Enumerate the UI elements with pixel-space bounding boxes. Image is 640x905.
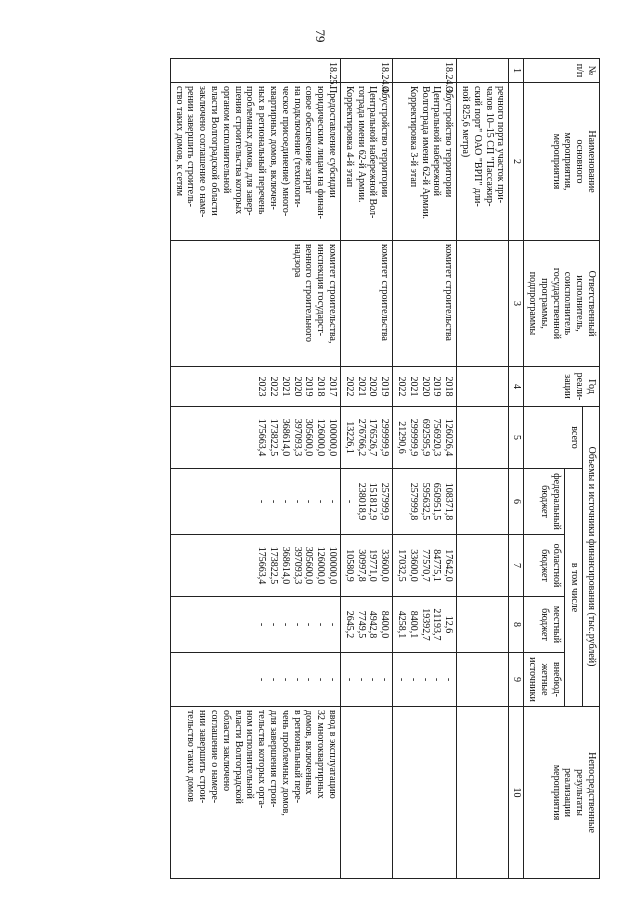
value-line: 2645,2 [343,610,355,639]
text-line: исполнитель, [574,275,586,332]
text-line: юридическим лицам на финан- [315,86,327,220]
value-line: - [291,677,303,682]
text-line: Корректировка 4-й этап [343,86,355,188]
value-line: - [268,677,280,682]
empty-cell [457,653,509,707]
row-extrabudget [341,653,393,707]
value-line: - [279,622,291,627]
text-line: гограда имени 62-й Армии. [355,86,367,203]
text-line: 32 многоквартирных [315,710,327,799]
value-line: 276766,2 [355,418,367,457]
text-line: домов, включенных [303,710,315,795]
text-line: основного [574,139,586,184]
value-line: 2023 [256,376,268,397]
value-line: 173822,5 [268,418,280,457]
row-local [393,597,457,653]
value-line: 84775,1 [431,549,443,582]
value-line: - [303,499,315,504]
text-line: жетные [538,663,550,696]
value-line: 2021 [407,376,419,397]
col-number: 9 [509,653,524,707]
value-line: - [279,677,291,682]
value-line: - [279,499,291,504]
value-line: - [431,677,443,682]
text-line: 18.25. [327,62,339,87]
text-line: органом исполнительной [220,86,232,194]
value-line: 2019 [379,376,391,397]
text-line: квартирных домов, включен- [268,86,280,210]
col-number: 1 [509,59,524,83]
row-result [393,707,457,879]
value-line: - [291,499,303,504]
value-line: 12,6 [443,615,455,634]
value-line: 175663,4 [256,546,268,585]
text-line: надзора [291,244,303,278]
text-line: проблемных домов, для завер- [244,86,256,216]
value-line: 126000,0 [315,418,327,457]
text-line: в региональный пере- [291,710,303,804]
row-federal [170,469,340,535]
header-num [524,59,600,83]
value-line: 397093,3 [291,418,303,457]
value-line: 21290,6 [396,421,408,454]
row-number [170,59,340,87]
value-line: 8400,1 [407,610,419,639]
value-line: 2019 [431,376,443,397]
text-line: рении завершить строитель- [185,86,197,207]
header-funding: Объемы и источники финансирования (тыс.рублей) [583,407,600,707]
text-line: Корректировка 3-й этап [407,86,419,188]
value-line: 2021 [279,376,291,397]
row-result [341,707,393,879]
text-line: заключено соглашение о наме- [197,86,209,218]
row-regional [341,535,393,597]
row-years [393,367,457,407]
value-line: - [379,677,391,682]
value-line: 305600,0 [303,546,315,585]
value-line: 175663,4 [256,418,268,457]
text-line: на подключение (технологи- [291,86,303,208]
value-line: 100000,0 [327,546,339,585]
value-line: 30997,8 [355,549,367,582]
column-numbers-row [509,59,524,879]
value-line: 8400,0 [379,610,391,639]
row-extrabudget [393,653,457,707]
text-line: совое обеспечение затрат [303,86,315,195]
row-total [341,407,393,469]
text-line: комитет строительства [443,244,455,341]
col-number: 3 [509,241,524,367]
value-line: 33600,0 [407,549,419,582]
row-name [393,83,457,241]
value-line: 2018 [443,376,455,397]
text-line: реализации [562,768,574,817]
text-line: внебюд- [550,662,562,698]
text-line: Центральной набережной Вол- [367,86,379,219]
text-line: мероприятия, [562,132,574,191]
table-row [170,59,340,879]
empty-cell [457,241,509,367]
value-line: 650951,5 [431,482,443,521]
header-responsible [524,241,600,367]
value-line: 2022 [343,376,355,397]
value-line: 2021 [355,376,367,397]
value-line: 17032,5 [396,549,408,582]
row-federal [341,469,393,535]
value-line: - [407,677,419,682]
row-federal [393,469,457,535]
row-number [341,59,393,95]
value-line: - [327,499,339,504]
text-line: Обустройство территории [443,86,455,198]
header-federal [524,469,564,535]
value-line: 2018 [315,376,327,397]
col-number: 4 [509,367,524,407]
value-line: 13226,1 [343,421,355,454]
value-line: - [303,677,315,682]
text-line: Центральной набережной [431,86,443,197]
text-line: Волгограда имени 62-й Армии. [419,86,431,220]
value-line: 595632,5 [419,482,431,521]
row-result [170,707,340,879]
text-line: областной [550,543,562,588]
text-line: инспекция государст- [315,244,327,337]
text-line: Год [586,379,597,394]
header-year [524,367,600,407]
col-number: 7 [509,535,524,597]
text-line: шения строительства которых [232,86,244,215]
text-line: ной 825,6 метра) [460,86,472,158]
text-line: власти Волгоградской области [209,86,221,216]
empty-cell [457,367,509,407]
value-line: - [367,677,379,682]
value-line: 305600,0 [303,418,315,457]
value-line: 4942,8 [367,610,379,639]
value-line: 299999,9 [407,418,419,457]
text-line: Предоставление субсидии [327,86,339,198]
value-line: - [268,622,280,627]
col-number: 8 [509,597,524,653]
value-line: 17642,0 [443,549,455,582]
text-line: соглашение о намере- [209,710,221,804]
row-name [341,83,393,241]
empty-cell [457,407,509,469]
value-line: 126000,0 [315,546,327,585]
text-line: ных в региональный перечень [256,86,268,215]
value-line: 2020 [291,376,303,397]
text-line: речного порта участок при- [495,86,507,204]
text-line: мероприятия [550,764,562,821]
value-line: 368614,0 [279,418,291,457]
value-line: 238018,9 [355,482,367,521]
col-number: 5 [509,407,524,469]
text-line: ческое присоединение) много- [279,86,291,217]
text-line: тельство таких домов [185,710,197,802]
header-including: в том числе [564,469,583,707]
text-line: государственной [550,267,562,340]
col-number: 2 [509,83,524,241]
value-line: 2022 [268,376,280,397]
value-line: 21193,7 [431,608,443,641]
header-total: всего [524,407,583,469]
text-line: подпрограммы [527,271,539,336]
value-line: 10580,9 [343,549,355,582]
text-line: власти Волгоградской [232,710,244,804]
header-row-1 [583,59,600,879]
row-local [341,597,393,653]
row-name [170,83,340,241]
empty-cell [457,707,509,879]
text-line: Непосредственные [586,752,597,833]
row-responsible [170,241,340,367]
text-line: нии завершить строи- [197,710,209,804]
header-local [524,597,564,653]
col-number: 6 [509,469,524,535]
text-line: ский порт" ОАО "ВРП" дли- [471,86,483,207]
value-line: 2020 [367,376,379,397]
value-line: 692595,9 [419,418,431,457]
value-line: - [443,677,455,682]
value-line: - [315,622,327,627]
text-line: бюджет [538,485,550,518]
empty-cell [457,597,509,653]
text-line: чень проблемных домов, [279,710,291,816]
col-number: 10 [509,707,524,879]
text-line: соисполнитель [562,271,574,336]
text-line: п/п [574,63,586,78]
text-line: федеральный [550,473,562,530]
text-line: Ответственный [586,270,597,337]
text-line: реали- [574,372,586,401]
text-line: ном исполнительной [244,710,256,799]
value-line: - [303,622,315,627]
value-line: 2022 [396,376,408,397]
text-line: Обустройство территории [379,86,391,198]
row-extrabudget [170,653,340,707]
value-line: - [315,677,327,682]
value-line: 756920,3 [431,418,443,457]
value-line: 2020 [419,376,431,397]
row-total [393,407,457,469]
value-line: 176526,7 [367,418,379,457]
value-line [395,472,407,531]
text-line: ство таких домов, к сетям [173,86,185,197]
text-line: бюджет [538,549,550,582]
text-line: № [586,65,597,76]
text-line: зации [562,374,574,399]
value-line: 397093,3 [291,546,303,585]
text-line: комитет строительства [379,244,391,341]
value-line: 2017 [327,376,339,397]
value-line: - [327,677,339,682]
value-line: - [343,499,355,504]
value-line: 33600,0 [379,549,391,582]
header-extrabudget [524,653,564,707]
value-line: - [256,499,268,504]
value-line: 151812,9 [367,482,379,521]
text-line: тельства которых орга- [256,710,268,809]
value-line: 2019 [303,376,315,397]
row-regional [170,535,340,597]
value-line: 108371,8 [443,482,455,521]
row-years [341,367,393,407]
text-line: источники [527,657,539,702]
row-responsible [393,241,457,367]
text-line: 18.24.3. [443,62,455,95]
row-total [170,407,340,469]
text-line: программы, [538,278,550,329]
value-line: - [315,499,327,504]
value-line: 173822,5 [268,546,280,585]
row-local [170,597,340,653]
value-line: - [256,622,268,627]
text-line: чалов 10–15 СП "Пассажир- [483,86,495,207]
value-line: 7749,5 [355,610,367,639]
text-line: для завершения строи- [268,710,280,808]
value-line: 100000,0 [327,418,339,457]
value-line: 299999,9 [379,418,391,457]
empty-cell [457,469,509,535]
value-line: 77570,7 [419,549,431,582]
row-number [393,59,457,95]
row-years [170,367,340,407]
page-number: 79 [313,29,328,43]
continuation-row [457,59,509,879]
value-line: - [343,677,355,682]
value-line: 257999,8 [407,482,419,521]
text-line: венного строительного [303,244,315,343]
value-line: - [256,677,268,682]
header-result [524,707,600,879]
text-line: местный [550,605,562,644]
text-line: бюджет [538,608,550,641]
value-line: 126026,4 [443,418,455,457]
text-line: Наименование [586,130,597,193]
value-line: 368614,0 [279,546,291,585]
header-regional [524,535,564,597]
text-line: мероприятия [550,133,562,190]
text-line: комитет строительства, [327,244,339,344]
row-regional [393,535,457,597]
continuation-text [457,83,509,241]
value-line: - [396,677,408,682]
empty-cell [457,535,509,597]
text-line: ввод в эксплуатацию [327,710,339,799]
value-line: 257999,9 [379,482,391,521]
value-line: - [268,499,280,504]
continuation-num-cell [457,59,509,83]
value-line: - [419,677,431,682]
funding-table [170,58,600,879]
value-line: 19771,0 [367,549,379,582]
header-name [524,83,600,241]
value-line: 4258,1 [396,610,408,639]
text-line: области заключено [220,710,232,792]
value-line: - [327,622,339,627]
value-line: 19392,7 [419,608,431,641]
value-line: - [355,677,367,682]
table-row [393,59,457,879]
text-line: 18.24.4. [379,62,391,95]
table-row [341,59,393,879]
value-line: - [291,622,303,627]
text-line: результаты [574,769,586,816]
row-responsible [341,241,393,367]
